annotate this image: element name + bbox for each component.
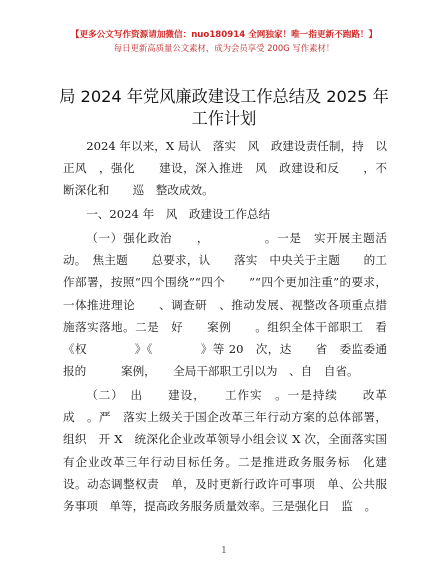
section-heading-1: 一、2024 年 风 政建设工作总结 bbox=[86, 207, 271, 222]
paragraph-intro: 2024 年以来，X 局认 落实 风 政建设责任制，持 以 正风 ，强化 建设，深入推进 风 政建设和反 ，不断深化和 巡 整改成效。 bbox=[63, 139, 399, 198]
paragraph-subsection-1: （一）强化政治 ， 。一是 实开展主题活动。 焦主题 总要求，认 落实 中央关于主题 的工作部署，按照“四个围绕”“四个 ”“四个更加注重”的要求，一体推进理论 、调查研 、推动发展、视整改各项重点措施落实落地。二是 好 案例 。组织全体干部职工 看《权 》《 》等 20 次，达 省 委监委通报的 案例， 全局干部职工引以为 、自 自省。 bbox=[63, 231, 387, 379]
document-title: 局 2024 年党风廉政建设工作总结及 2025 年工作计划 bbox=[59, 87, 389, 128]
page-number: 1 bbox=[221, 546, 227, 556]
promo-banner-line-1: 【更多公文写作资源请加微信：nuo180914 全网独家！唯一指更新不跑路！】 bbox=[70, 30, 378, 40]
paragraph-subsection-2: （二） 出 建设， 工作实 。一是持续 改革成 。严 落实上级关于国企改革三年行动方案的总体部署，组织 开 X 统深化企业改革领导小组会议 X 次，全面落实国有企业改革三年行动目标任务。二是推进政务服务标 化建设。动态调整权责 单，及时更新行政许可事项 单、公共服务事项 单等，提高政务服务质量效率。三是强化日 监 。 bbox=[63, 388, 387, 514]
promo-banner-line-2: 每日更新高质量公文素材，成为会员享受 200G 写作素材！ bbox=[113, 43, 335, 53]
document-body bbox=[63, 135, 399, 519]
